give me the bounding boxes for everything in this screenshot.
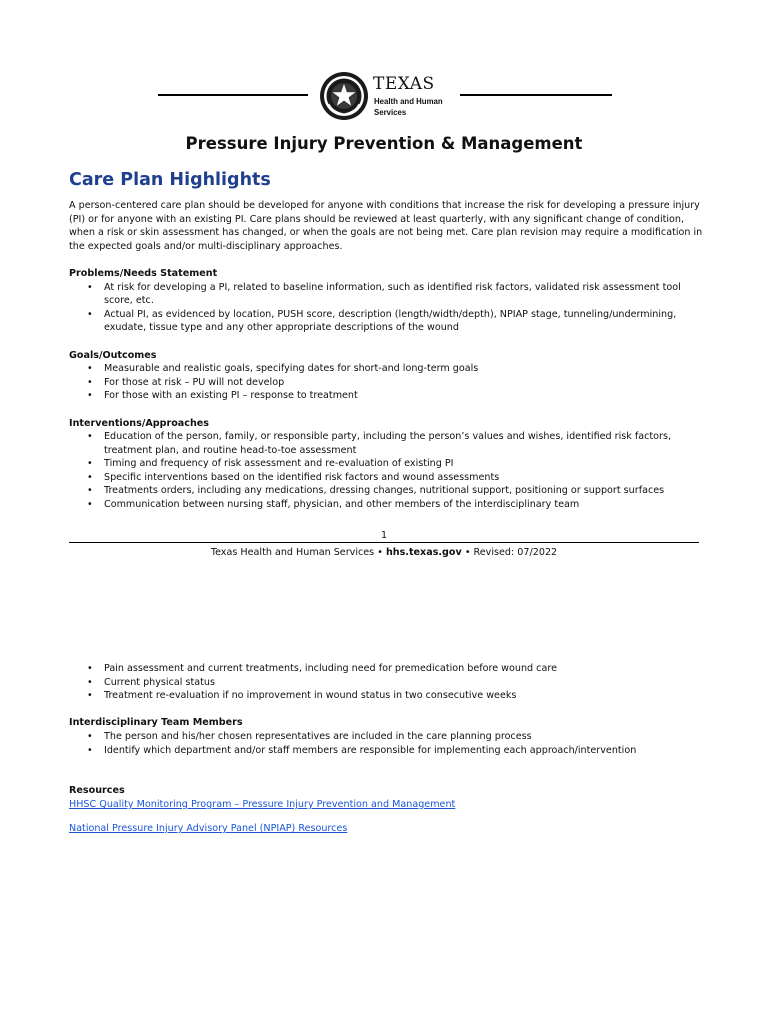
state-seal-icon — [319, 71, 369, 121]
npiap-resources-link[interactable]: National Pressure Injury Advisory Panel (NPIAP) Resources — [69, 823, 348, 835]
goals-list — [69, 362, 703, 403]
page-footer: Texas Health and Human Services • hhs.texas.gov • Revised: 07/2022 — [210, 547, 558, 558]
list-item: • Pain assessment and current treatments, including need for premedication before wound care — [104, 662, 703, 676]
problems-heading: Problems/Needs Statement — [69, 267, 218, 279]
problems-list — [69, 281, 703, 335]
section-title: Care Plan Highlights — [69, 170, 271, 190]
footer-site: hhs.texas.gov — [385, 547, 462, 558]
page-1-body — [69, 199, 703, 512]
logo-subtitle-line2: Services — [374, 107, 407, 117]
list-item: • Actual PI, as evidenced by location, PUSH score, description (length/width/depth), NPIAP stage, tunneling/undermining, exudate, tissue type and any other appropriate descriptions of the wound — [104, 308, 703, 335]
list-item: • Treatment re-evaluation if no improvement in wound status in two consecutive weeks — [104, 689, 703, 703]
page-2-body — [69, 662, 703, 836]
list-item: • Education of the person, family, or responsible party, including the person’s values and wishes, identified risk factors, treatment plan, and routine head-to-toe assessment — [104, 430, 703, 457]
footer-rule — [69, 542, 699, 543]
header-rule-left — [158, 94, 308, 96]
list-item: • Specific interventions based on the identified risk factors and wound assessments — [104, 471, 703, 485]
page-number: 1 — [380, 530, 388, 541]
list-item: • Communication between nursing staff, physician, and other members of the interdisciplinary team — [104, 498, 703, 512]
goals-heading: Goals/Outcomes — [69, 349, 157, 361]
interventions-list-continued — [69, 662, 703, 703]
logo-subtitle-line1: Health and Human — [374, 96, 443, 106]
list-item: • For those with an existing PI – response to treatment — [104, 389, 703, 403]
list-item: • Timing and frequency of risk assessment and re-evaluation of existing PI — [104, 457, 703, 471]
list-item: • For those at risk – PU will not develop — [104, 376, 703, 390]
hhsc-qmp-link[interactable]: HHSC Quality Monitoring Program – Pressure Injury Prevention and Management — [69, 798, 456, 810]
list-item: • Current physical status — [104, 676, 703, 690]
list-item: • Measurable and realistic goals, specifying dates for short-and long-term goals — [104, 362, 703, 376]
team-list — [69, 730, 703, 757]
list-item: • The person and his/her chosen representatives are included in the care planning process — [104, 730, 703, 744]
footer-org: Texas Health and Human Services — [210, 547, 375, 558]
footer-revised: Revised: 07/2022 — [473, 547, 558, 558]
logo-subtitle — [374, 96, 457, 118]
document-title: Pressure Injury Prevention & Management — [185, 134, 583, 153]
page-header — [0, 68, 768, 124]
list-item: • Identify which department and/or staff members are responsible for implementing each approach/intervention — [104, 744, 703, 758]
intro-paragraph: A person-centered care plan should be developed for anyone with conditions that increase the risk for developing a pressure injury (PI) or for anyone with an existing PI. Care plans should be reviewed at least quarterly, with any significant change of condition, when a risk or skin assessment has changed, or when the goals are not being met. Care plan revision may require a modification in the expected goals and/or multi-disciplinary approaches. — [69, 200, 703, 252]
texas-hhs-logo — [316, 68, 460, 124]
resources-heading: Resources — [69, 785, 125, 797]
team-heading: Interdisciplinary Team Members — [69, 717, 243, 729]
interventions-list — [69, 430, 703, 512]
list-item: • Treatments orders, including any medications, dressing changes, nutritional support, positioning or support surfaces — [104, 484, 703, 498]
header-rule-right — [460, 94, 612, 96]
interventions-heading: Interventions/Approaches — [69, 417, 210, 429]
logo-wordmark: TEXAS — [373, 74, 435, 94]
list-item: • At risk for developing a PI, related to baseline information, such as identified risk factors, validated risk assessment tool score, etc. — [104, 281, 703, 308]
